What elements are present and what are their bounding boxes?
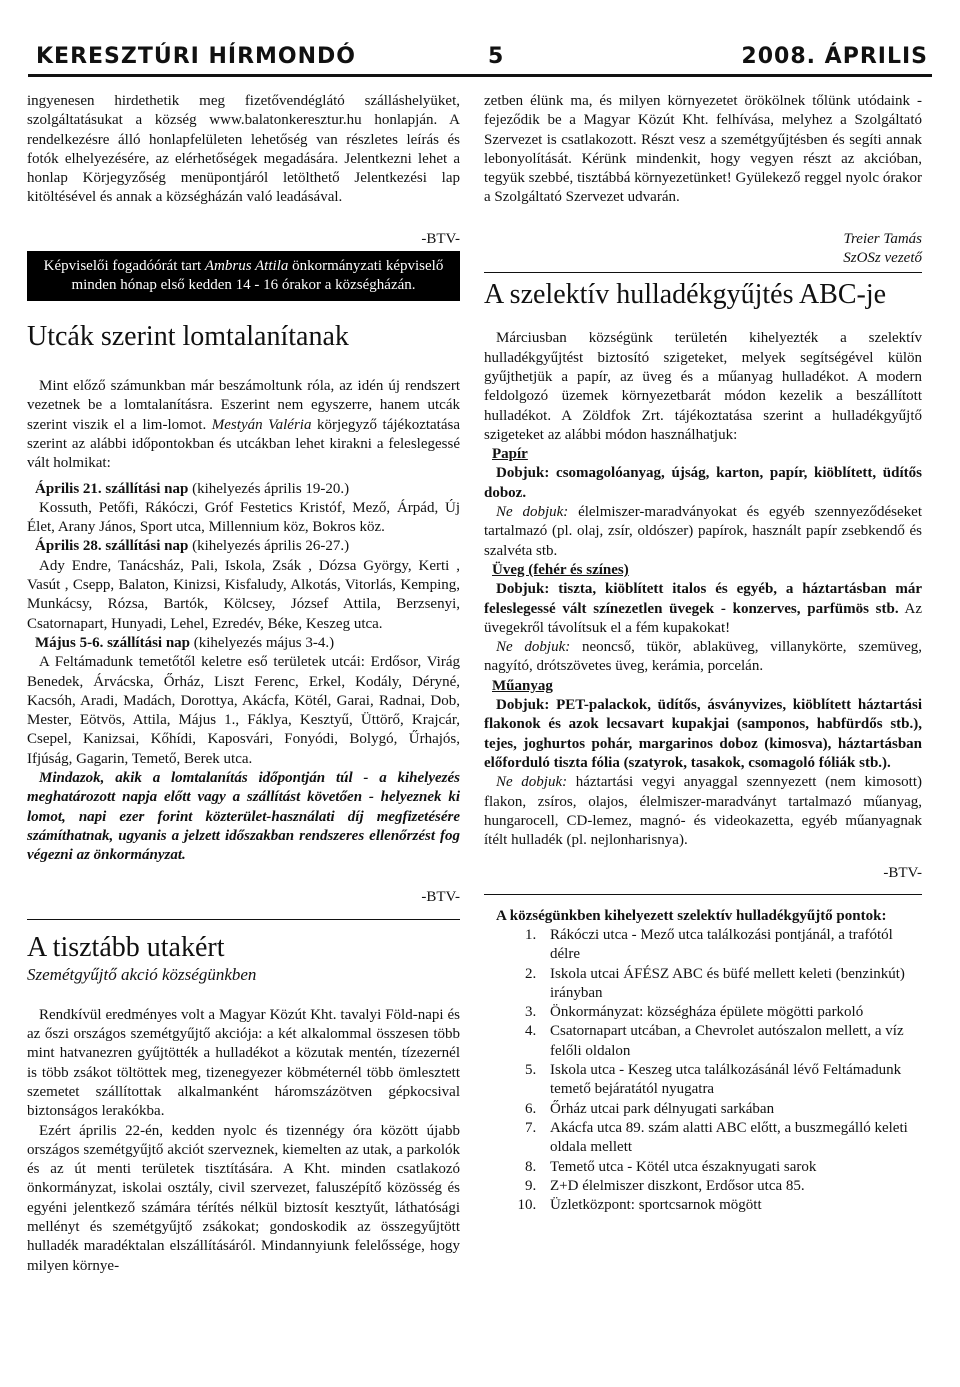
glass-heading: Üveg (fehér és színes) xyxy=(492,561,629,578)
list-item: 7. Akácfa utca 89. szám alatti ABC előtt, a buszmegálló keleti oldala mellett xyxy=(540,1119,922,1158)
issue-date: 2008. ÁPRILIS xyxy=(741,44,928,69)
newspaper-title: KERESZTÚRI HÍRMONDÓ xyxy=(36,44,357,69)
paper-heading: Papír xyxy=(492,446,528,463)
list-item: 5. Iskola utca - Keszeg utca találkozásánál lévő Feltámadunk temető bejáratától nyugatra xyxy=(540,1061,922,1100)
notary-name: Mestyán Valéria xyxy=(211,416,312,433)
article-subtitle: Szemétgyűjtő akció községünkben xyxy=(27,964,257,984)
glass-forbidden-label: Ne dobjuk: xyxy=(496,639,571,656)
plastic-heading: Műanyag xyxy=(492,677,553,694)
paper-allowed: Dobjuk: csomagolóanyag, újság, karton, papír, kiöblített, üdítős doboz. xyxy=(484,465,922,501)
glass-allowed xyxy=(484,580,922,638)
collection-points-list xyxy=(484,926,922,1215)
page-number: 5 xyxy=(488,44,505,69)
office-hours-box xyxy=(27,251,460,301)
list-item: 2. Iskola utcai ÁFÉSZ ABC és büfé mellett keleti (benzinkút) irányban xyxy=(540,965,922,1004)
list-item: 1. Rákóczi utca - Mező utca találkozási pontjánál, a trafótól délre xyxy=(540,926,922,965)
selective-intro: Márciusban községünk területén kihelyezték a szelektív hulladékgyűjtést biztosító szigeteket, melyek segítségével külön gyűjthetjük a papír, az üveg és a műanyag hulladékot. A modern feldolgozó üzemek környezetbarát módon kezelik a beszállított hulladékot. A Zöldfok Zrt. tájékoztatása szerint a hulladékgyűjtő szigeteket az alábbi módon használhatjuk: xyxy=(484,330,922,443)
list-item: 8. Temető utca - Kötél utca északnyugati sarok xyxy=(540,1158,922,1177)
p1-text: Mint előző számunkban már beszámoltunk róla, az idén új rendszert vezetnek be a lomtalanításra. Eszerint nem egyszerre, hanem utcák szerint viszik el a lim-lomot. xyxy=(27,378,460,433)
article-title-selective: A szelektív hulladékgyűjtés ABC-je xyxy=(484,279,887,311)
glass-forbidden-text: neoncső, tükör, ablaküveg, villanykörte, szemüveg, nagyító, drótszövetes üveg, kerámia, porcelán. xyxy=(484,639,922,675)
p1-text-post: körjegyző tájékoztatása szerint az alábbi időpontokban és utcákban lehet kirakni a feleslegessé vált holmikat: xyxy=(27,416,461,472)
glass-note: Az üvegekről távolítsuk el a fém kupakokat! xyxy=(484,600,922,636)
intro-paragraph: ingyenesen hirdethetik meg fizetővendéglátó szálláshelyüket, szolgáltatásukat a község www.balatonkeresztur.hu honlapján. A rendelkezésre álló honlapfelületen lehetőség van részletes leírás és fotók elhelyezésére, az elérhetőségek megadására. Jelentkezni lehet a honlap Körjegyzőség menüpontjáról letölthető Jelentkezési lap kitöltésével és annak a községházán való leadásával. xyxy=(27,93,460,206)
list-item: 10. Üzletközpont: sportcsarnok mögött xyxy=(540,1196,922,1215)
plastic-forbidden xyxy=(484,773,922,850)
cleanup-continued: zetben élünk ma, és milyen környezetet örökölnek tőlünk utódaink - fejeződik be a Magyar Közút Kht. felhívása, melyhez a Szolgáltató Szervezet is csatlakozott. Részt vesz a szemétgyűjtésben és segíti annak lebonyolítását. Kérünk mindenkit, hogy vegyen részt az akcióban, tegyük szebbé, tisztábbá környezetünket! Gyülekező reggel nyolc órakor a Szolgáltató Szervezet udvarán. xyxy=(484,93,922,206)
list-item: 9. Z+D élelmiszer diszkont, Erdősor utca 85. xyxy=(540,1177,922,1196)
section-divider-right-2 xyxy=(484,894,922,895)
signature-role: SzOSz vezető xyxy=(843,250,922,267)
date-1 xyxy=(27,480,460,499)
fine-warning: Mindazok, akik a lomtalanítás időpontján túl - a kihelyezés meghatározott napja előtt vagy a szállítást követően - helyeznek ki lomot, napi ezer forint közterület-használati díj megfizetésére számíthatnak, ugyanis a jelzett időszakban rendszeres ellenőrzést fog végezni az önkormányzat. xyxy=(27,770,460,864)
date-3 xyxy=(27,634,460,653)
cleanup-paragraph-2: Ezért április 22-én, kedden nyolc és tizennégy óra között újabb országos szemétgyűjtő akciót szerveznek, kiemelten az utak, a parkolók és az út menti területek tisztítására. A Kht. minden csatlakozó önkormányzat, iskolai osztály, civil szervezet, faluszépítő közösség és egyéni jelentkező számára térítés nélkül biztosít kesztyűt, láthatósági mellényt és szemétgyűjtő zsákokat; gondoskodik az összegyűjtött hulladék maradéktalan elszállításáról. Mindannyiunk felelőssége, hogy milyen környe- xyxy=(27,1122,460,1274)
paper-forbidden-label: Ne dobjuk: xyxy=(496,504,569,521)
cleanup-paragraph-1: Rendkívül eredményes volt a Magyar Közút Kht. tavalyi Föld-napi és az őszi országos szemétgyűjtő akciója: a két alkalommal összesen több mint hatvanezren gyűjtötték a hulladékot a közutak mentén, tízezernél is több zsákot töltöttek meg, tizenegyezer köbméternél több ömlesztett szemetet szállítottak alkalmanként háromszázötven gépkocsival biztonságos lerakókba. xyxy=(27,1006,460,1120)
right-column xyxy=(484,92,922,1215)
article-title-cleaner-roads: A tisztább utakért xyxy=(27,931,225,963)
collection-points-title: A községünkben kihelyezett szelektív hulladékgyűjtő pontok: xyxy=(496,907,887,924)
signature-name: Treier Tamás xyxy=(843,230,922,247)
box-text-post: önkormányzati képviselő minden hónap első kedden 14 - 16 órakor a községházán. xyxy=(71,258,444,294)
date-2-range: (kihelyezés április 26-27.) xyxy=(188,538,350,555)
date-2 xyxy=(27,537,460,556)
byline-btv: -BTV- xyxy=(421,230,460,247)
section-divider-right xyxy=(484,272,922,273)
date-1-range: (kihelyezés április 19-20.) xyxy=(188,480,350,497)
date-2-label: Április 28. szállítási nap xyxy=(35,538,189,555)
byline-btv-3: -BTV- xyxy=(883,865,922,882)
section-divider xyxy=(27,919,460,920)
page-header xyxy=(28,44,932,77)
date-3-streets: A Feltámadunk temetőtől keletre eső területek utcái: Erdősor, Virág Benedek, Árvácska, Őrház, Liszt Ferenc, Erkel, Kodály, Déryné, Kacsóh, Aradi, Madách, Dorottya, Akácfa, Kötél, Garai, Radnai, Dob, Mester, Eötvös, Attila, Május 1., Fáklya, Kesztyű, Üttörő, Krajcár, Csepel, Kanizsai, Kőhídi, Kaposvári, Fonyódi, Bolygó, Űrhajós, Ifjúság, Gagarin, Temető, Berek utca. xyxy=(27,654,460,767)
representative-name: Ambrus Attila xyxy=(204,258,289,275)
paper-forbidden-text: élelmiszer-maradványokat és egyéb szennyeződéseket tartalmazó (pl. olaj, zsír, oldószer) papírok, használt papír zsebkendő és szalvéta stb. xyxy=(484,504,923,559)
bulky-waste-intro xyxy=(27,377,460,473)
list-item: 6. Őrház utcai park délnyugati sarkában xyxy=(540,1100,922,1119)
glass-allowed-text: Dobjuk: tiszta, kiöblített italos és egyéb, a háztartásban már feleslegessé vált színezetlen üvegek - konzerves, parfümös stb. xyxy=(484,581,922,617)
date-1-streets: Kossuth, Petőfi, Rákóczi, Gróf Festetics Kristóf, Mező, Árpád, Új Élet, Arany János, Sport utca, Millennium köz, Bokros köz. xyxy=(27,499,460,536)
date-1-label: Április 21. szállítási nap xyxy=(35,480,189,497)
box-text-pre: Képviselői fogadóórát tart xyxy=(43,258,205,275)
byline-btv-2: -BTV- xyxy=(421,888,460,905)
date-2-streets: Ady Endre, Tanácsház, Pali, Iskola, Zsák , Dózsa György, Kerti , Vasút , Csepp, Balaton, Kinizsi, Kisfaludy, Alkotás, Vitorlás, Kemping, Munkácsy, Rózsa, Bartók, Kölcsey, József Attila, Berzsenyi, Csatornapart, Hunyadi, Lehel, Ezredév, Béke, Keszeg utca. xyxy=(27,557,460,632)
date-3-range: (kihelyezés május 3-4.) xyxy=(190,634,335,651)
paper-forbidden xyxy=(484,503,922,561)
glass-forbidden xyxy=(484,638,922,677)
article-title-bulky-waste: Utcák szerint lomtalanítanak xyxy=(27,321,349,353)
plastic-forbidden-label: Ne dobjuk: xyxy=(496,774,568,791)
plastic-allowed: Dobjuk: PET-palackok, üdítős, ásványvizes, kiöblített háztartási flakonok és azok lecsavart kupakjai (samponos, habfürdős stb.), tejes, joghurtos pohár, margarinos doboz (kimosva), háztartásban előforduló tiszta fólia (szatyrok, tasakok, csomagoló fóliák stb.). xyxy=(484,697,922,771)
list-item: 4. Csatornapart utcában, a Chevrolet autószalon mellett, a víz felőli oldalon xyxy=(540,1022,922,1061)
plastic-forbidden-text: háztartási vegyi anyaggal szennyezett (nem kimosott) flakon, zsíros, olajos, élelmiszer-maradványt tartalmazó műanyag, hungarocell, CD-lemez, magnó- és videokazetta, egyéb műanyagnak ítélt hulladék (pl. nejlonharisnya). xyxy=(484,774,923,849)
left-column xyxy=(27,92,460,1276)
date-3-label: Május 5-6. szállítási nap xyxy=(35,634,191,651)
list-item: 3. Önkormányzat: községháza épülete mögötti parkoló xyxy=(540,1003,922,1022)
